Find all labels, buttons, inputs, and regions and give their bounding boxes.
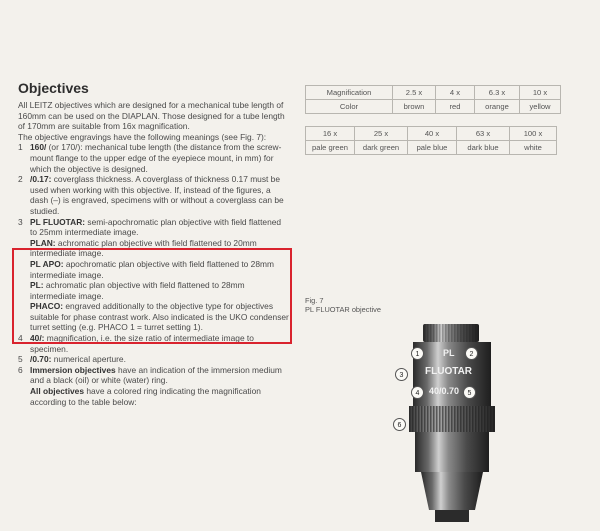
item-text: have an indication of the immersion medium and a black (oil) or white (water) ring.	[30, 364, 282, 386]
table-cell: red	[436, 100, 475, 114]
item-term: 40/:	[30, 333, 45, 344]
engraving-fluotar: FLUOTAR	[425, 366, 473, 377]
table-cell: 25 x	[355, 127, 408, 141]
item-text: magnification, i.e. the size ratio of intermediate image to specimen.	[30, 333, 254, 354]
item-text: semi-apochromatic plan objective with field flattened to 25mm intermediate image.	[30, 216, 282, 238]
item-number: 4	[18, 333, 23, 344]
highlight-box	[12, 248, 292, 344]
sub-item-term: PLAN:	[30, 237, 56, 248]
item-number: 3	[18, 216, 23, 227]
item-text: coverglass thickness. A coverglass of thickness 0.17 must be used when working with this objective. If, instead of the figures, a dash (–) is engraved, specimens with or without a coverglass can be studied.	[30, 174, 284, 216]
callout-6: 6	[393, 418, 406, 431]
table-cell: dark blue	[457, 141, 510, 155]
sub-item-term: PL:	[30, 280, 44, 291]
engraving-intro: The objective engravings have the following meanings (see Fig. 7):	[18, 131, 267, 142]
engraving-pl: PL	[443, 348, 455, 358]
item-text: numerical aperture.	[51, 354, 126, 365]
table-cell: orange	[475, 100, 520, 114]
table-cell: 2.5 x	[393, 86, 436, 100]
item-text: (or 170/): mechanical tube length (the distance from the screw-mount flange to the upper edge of the eyepiece mount, in mm) for which the objective is designed.	[30, 142, 282, 174]
table-cell: 16 x	[306, 127, 355, 141]
list-item-5	[18, 354, 290, 365]
callout-5: 5	[463, 386, 476, 399]
table-cell: pale blue	[408, 141, 457, 155]
note-text: have a colored ring indicating the magnification according to the table below:	[30, 386, 261, 407]
table-cell: 40 x	[408, 127, 457, 141]
item-term: Immersion objectives	[30, 364, 116, 375]
intro-paragraph: All LEITZ objectives which are designed for a mechanical tube length of 160mm can be used on the DIAPLAN. Those designed for a tube length of 170mm are suitable from 16x magnification.	[18, 100, 285, 132]
table-row	[306, 141, 557, 155]
table-header-cell: Color	[306, 100, 393, 114]
table-cell: pale green	[306, 141, 355, 155]
item-term: 160/	[30, 142, 47, 153]
figure-caption-text: PL FLUOTAR objective	[305, 305, 381, 314]
all-objectives-note	[30, 386, 290, 407]
note-term: All objectives	[30, 386, 84, 397]
figure-caption	[305, 296, 381, 314]
item-term: /0.70:	[30, 354, 52, 365]
table-row	[306, 100, 561, 114]
table-cell: 4 x	[436, 86, 475, 100]
item-number: 6	[18, 364, 23, 375]
item-term: /0.17:	[30, 174, 52, 185]
callout-1: 1	[411, 347, 424, 360]
list-item-6	[18, 365, 290, 407]
table-cell: dark green	[355, 141, 408, 155]
sub-item-text: achromatic plan objective with field flattened to 20mm intermediate image.	[30, 237, 257, 259]
table-cell: 63 x	[457, 127, 510, 141]
item-number: 2	[18, 174, 23, 185]
objective-illustration	[385, 320, 515, 526]
table-cell: 100 x	[510, 127, 557, 141]
list-item-2	[18, 174, 290, 216]
item-number: 1	[18, 142, 23, 153]
callout-2: 2	[465, 347, 478, 360]
table-cell: white	[510, 141, 557, 155]
table-row	[306, 86, 561, 100]
item-term: PL FLUOTAR:	[30, 216, 86, 227]
item-number: 5	[18, 354, 23, 365]
page-title: Objectives	[18, 80, 89, 96]
list-item-1	[18, 142, 290, 174]
magnification-table-1	[305, 85, 561, 114]
callout-4: 4	[411, 386, 424, 399]
table-cell: 6.3 x	[475, 86, 520, 100]
sub-item-text: engraved additionally to the objective type for objectives suitable for phase contrast work. Also indicated is the UKO condenser turret setting (e.g. PHACO 1 = turret setting 1).	[30, 301, 289, 333]
sub-item-text: apochromatic plan objective with field flattened to 28mm intermediate image.	[30, 258, 274, 280]
sub-item-term: PHACO:	[30, 301, 64, 312]
table-header-cell: Magnification	[306, 86, 393, 100]
lower-barrel	[415, 432, 489, 472]
table-cell: brown	[393, 100, 436, 114]
table-cell: 10 x	[520, 86, 561, 100]
table-cell: yellow	[520, 100, 561, 114]
sub-item-text: achromatic plan objective with field flattened to 28mm intermediate image.	[30, 280, 245, 301]
engraving-magnification: 40/0.70	[429, 386, 460, 396]
magnification-table-2	[305, 126, 557, 155]
figure-number: Fig. 7	[305, 296, 324, 305]
objective-nose	[421, 472, 483, 510]
front-lens-mount	[435, 510, 469, 522]
table-row	[306, 127, 557, 141]
sub-item-term: PL APO:	[30, 258, 64, 269]
callout-3: 3	[395, 368, 408, 381]
